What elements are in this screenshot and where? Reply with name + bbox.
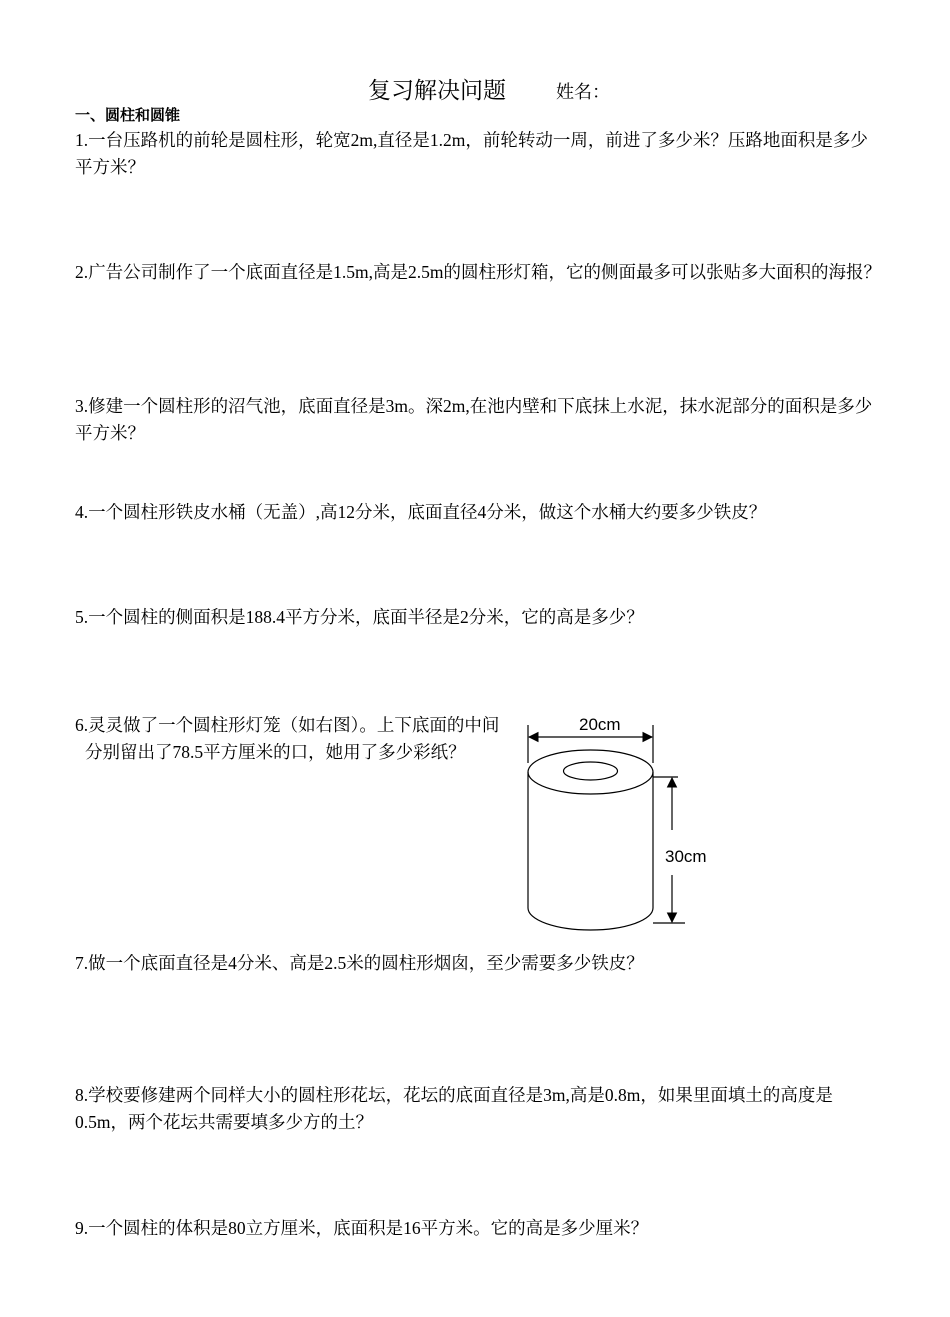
question-3: 3.修建一个圆柱形的沼气池，底面直径是3m。深2m,在池内壁和下底抹上水泥，抹水泥部分的面积是多少平方米？ [75, 396, 873, 443]
cylinder-diagram [515, 715, 725, 945]
page-title: 复习解决问题 [368, 78, 506, 103]
cylinder-bottom-arc [528, 908, 653, 930]
cylinder-lantern-figure [515, 715, 725, 945]
diameter-label: 20cm [579, 715, 621, 734]
height-label: 30cm [665, 847, 707, 866]
question-5: 5.一个圆柱的侧面积是188.4平方分米，底面半径是2分米，它的高是多少？ [75, 607, 644, 627]
question-8: 8.学校要修建两个同样大小的圆柱形花坛，花坛的底面直径是3m,高是0.8m，如果里面填土的高度是0.5m，两个花坛共需要填多少方的土？ [75, 1085, 833, 1132]
section-heading: 一、圆柱和圆锥 [75, 106, 181, 124]
question-9: 9.一个圆柱的体积是80立方厘米，底面积是16平方米。它的高是多少厘米？ [75, 1218, 649, 1238]
question-1: 1.一台压路机的前轮是圆柱形，轮宽2m,直径是1.2m，前轮转动一周，前进了多少米？压路地面积是多少平方米？ [75, 130, 868, 177]
question-7: 7.做一个底面直径是4分米、高是2.5米的圆柱形烟囱，至少需要多少铁皮？ [75, 953, 644, 973]
top-opening-ellipse [564, 762, 618, 780]
question-6-line-2: 分别留出了78.5平方厘米的口，她用了多少彩纸？ [85, 742, 466, 762]
question-6-line-1: 6.灵灵做了一个圆柱形灯笼（如右图）。上下底面的中间 [75, 715, 500, 735]
question-2: 2.广告公司制作了一个底面直径是1.5m,高是2.5m的圆柱形灯箱，它的侧面最多可以张贴多大面积的海报？ [75, 262, 881, 282]
question-4: 4.一个圆柱形铁皮水桶（无盖）,高12分米，底面直径4分米，做这个水桶大约要多少铁皮？ [75, 502, 767, 522]
name-field-label: 姓名： [556, 82, 610, 102]
cylinder-top-ellipse [528, 750, 653, 794]
